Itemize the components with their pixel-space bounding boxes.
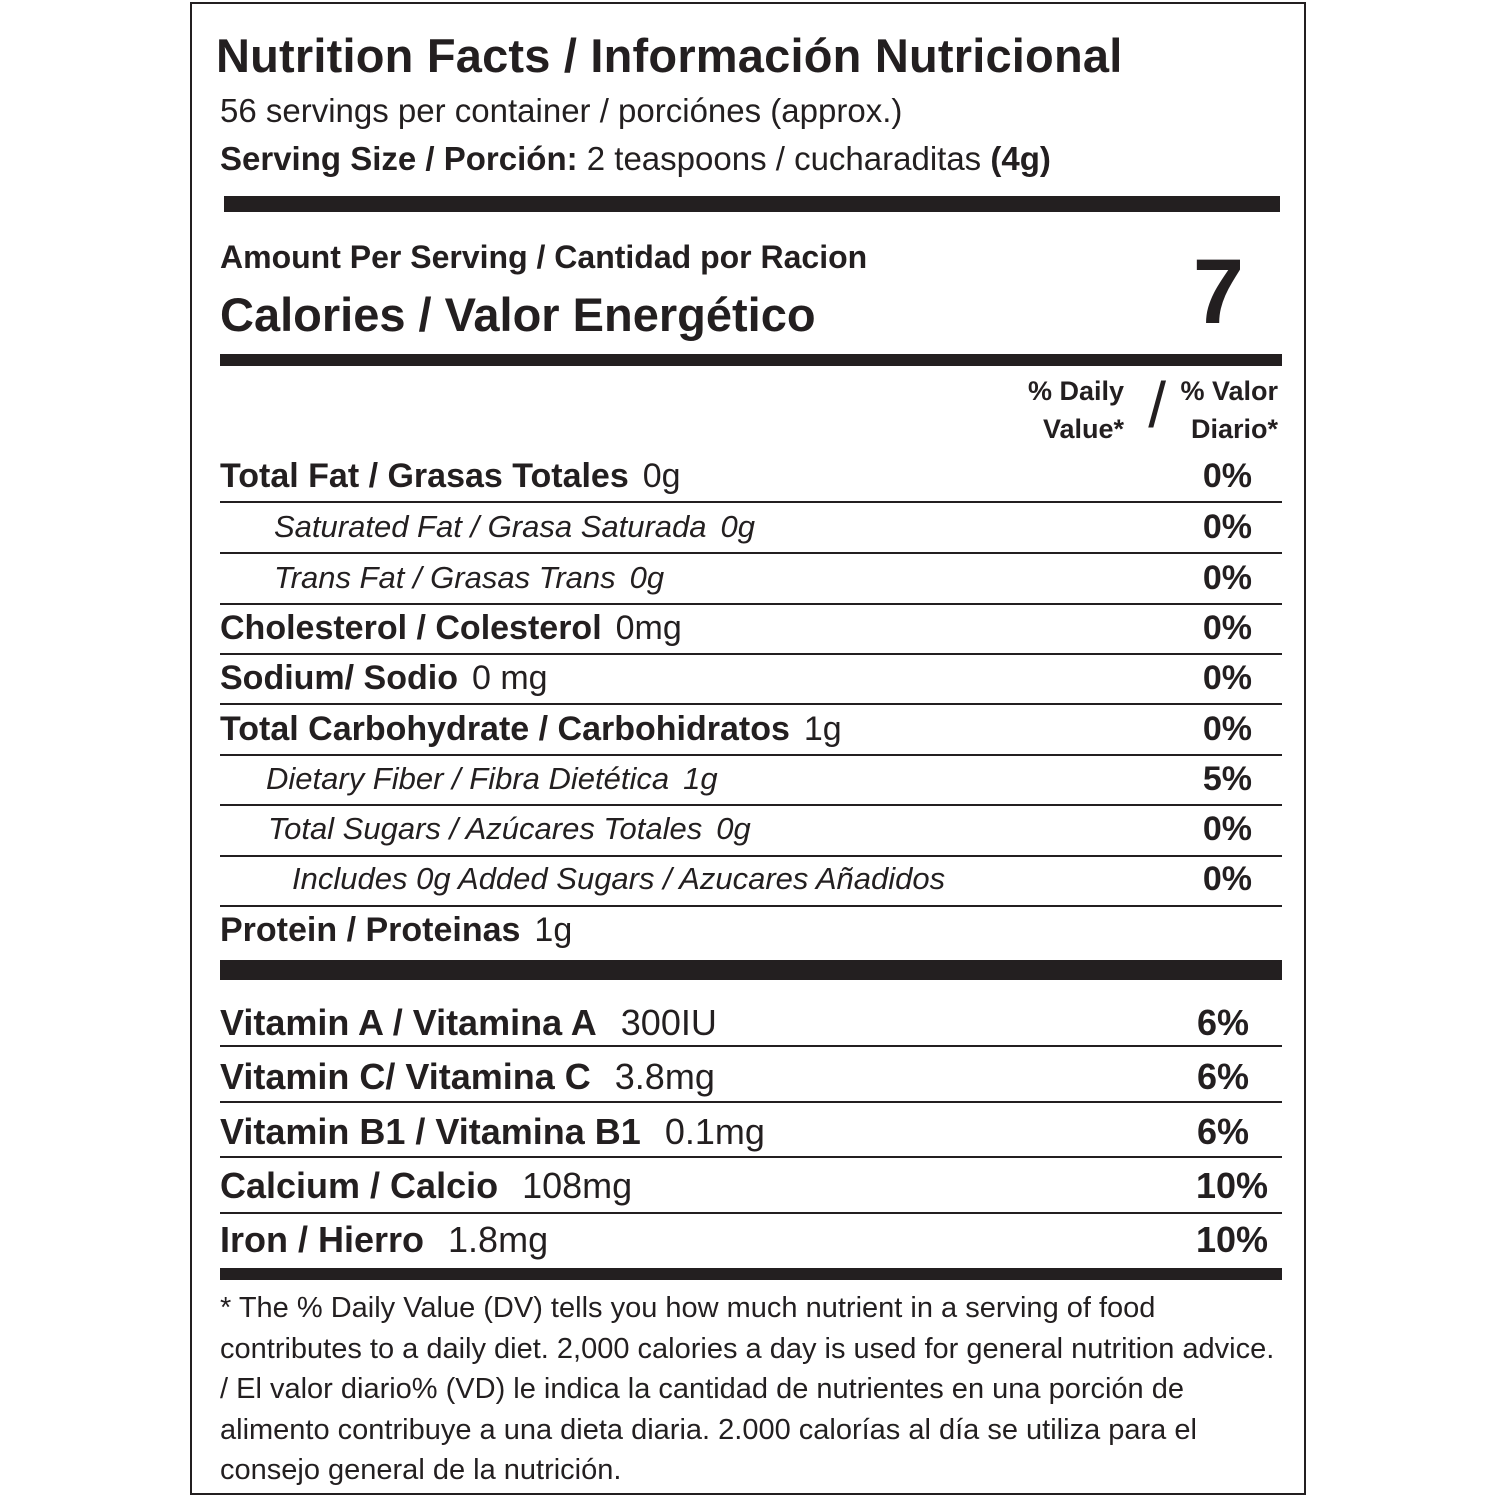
vitamin-amount: 300IU — [620, 1002, 717, 1043]
thick-divider — [220, 1268, 1282, 1280]
vitamin-dv: 10% — [1195, 1219, 1268, 1260]
nutrient-name: Dietary Fiber / Fibra Dietética — [266, 761, 670, 796]
nutrient-amount: 0g — [629, 560, 665, 595]
nutrient-row-added-sugars — [220, 856, 1282, 906]
vitamin-amount: 108mg — [522, 1165, 633, 1206]
nutrient-dv: 0% — [1202, 508, 1252, 546]
vitamin-name: Vitamin C/ Vitamina C — [220, 1056, 591, 1097]
row-divider — [220, 703, 1282, 705]
row-divider — [220, 1156, 1282, 1158]
nutrient-amount: 1g — [803, 710, 842, 748]
nutrient-row-sodium — [220, 655, 1282, 705]
nutrient-row-total-carbohydrate — [220, 706, 1282, 756]
nutrient-amount: 1g — [683, 761, 718, 796]
nutrient-row-total-fat — [220, 453, 1282, 503]
vitamin-dv: 6% — [1196, 1111, 1249, 1152]
nutrient-dv: 5% — [1202, 760, 1252, 798]
nutrient-amount: 1g — [534, 911, 573, 949]
daily-value-footnote: * The % Daily Value (DV) tells you how much nutrient in a serving of food contributes to a daily diet. 2,000 calories a day is used for general nutrition advice. / El valor diario% (VD) le indica la cantidad de nutrientes en una porción de alimento contribuye a una dieta diaria. 2.000 calorías al día se utiliza para el consejo general de la nutrición. — [220, 1292, 1275, 1486]
nutrient-amount: 0g — [716, 811, 751, 846]
calories-label: Calories / Valor Energético — [220, 288, 816, 341]
vitamin-amount: 0.1mg — [664, 1111, 765, 1152]
vitamin-dv: 10% — [1195, 1165, 1268, 1206]
vitamin-name: Vitamin B1 / Vitamina B1 — [220, 1111, 641, 1152]
nutrient-row-total-sugars — [220, 806, 1282, 856]
thick-divider — [220, 354, 1282, 366]
vitamin-amount: 1.8mg — [448, 1219, 549, 1260]
nutrient-dv: 0% — [1202, 559, 1252, 597]
nutrient-name: Trans Fat / Grasas Trans — [274, 560, 616, 595]
nutrient-dv: 0% — [1202, 659, 1252, 697]
serving-size-value: 2 teaspoons / cucharaditas — [586, 140, 982, 177]
vitamin-dv: 6% — [1196, 1056, 1249, 1097]
thick-divider — [224, 196, 1280, 212]
nutrient-name: Protein / Proteinas — [220, 911, 521, 949]
serving-size-grams: (4g) — [990, 140, 1051, 177]
row-divider — [220, 1045, 1282, 1047]
nutrient-row-trans-fat — [220, 555, 1282, 605]
nutrient-name: Includes 0g Added Sugars / Azucares Añadidos — [292, 861, 946, 896]
nutrient-name: Total Fat / Grasas Totales — [220, 457, 629, 495]
nutrient-row-saturated-fat — [220, 504, 1282, 554]
vitamin-amount: 3.8mg — [614, 1056, 715, 1097]
vitamin-name: Vitamin A / Vitamina A — [220, 1002, 597, 1043]
serving-size-label: Serving Size / Porción: — [220, 140, 578, 177]
row-divider — [220, 552, 1282, 554]
nutrient-amount: 0mg — [615, 609, 682, 647]
nutrient-dv: 0% — [1202, 710, 1252, 748]
nutrient-dv: 0% — [1202, 457, 1252, 495]
nutrient-dv: 0% — [1202, 860, 1252, 898]
nutrition-facts-label — [190, 2, 1306, 1495]
daily-value-header-en — [1028, 372, 1124, 448]
vitamin-dv: 6% — [1196, 1002, 1249, 1043]
thick-divider — [220, 960, 1282, 980]
nutrient-amount: 0 mg — [471, 659, 548, 697]
nutrient-dv: 0% — [1202, 810, 1252, 848]
dv-es-line2: Diario* — [1190, 414, 1278, 444]
vitamin-row-vitamin-b1 — [220, 1105, 1282, 1159]
calories-value: 7 — [1192, 241, 1244, 343]
vitamin-row-vitamin-c — [220, 1050, 1282, 1104]
dv-es-line1: % Valor — [1180, 376, 1278, 406]
nutrient-row-protein — [220, 907, 1282, 957]
vitamin-row-iron — [220, 1213, 1282, 1267]
daily-value-header-es — [1180, 372, 1278, 448]
dv-header-slash: / — [1148, 369, 1166, 441]
nutrient-name: Cholesterol / Colesterol — [220, 609, 602, 647]
serving-size — [220, 140, 1051, 178]
vitamin-name: Iron / Hierro — [220, 1219, 425, 1260]
nutrient-name: Total Carbohydrate / Carbohidratos — [220, 710, 790, 748]
nutrient-name: Sodium/ Sodio — [220, 659, 458, 697]
row-divider — [220, 501, 1282, 503]
nutrient-row-cholesterol — [220, 605, 1282, 655]
amount-per-serving: Amount Per Serving / Cantidad por Racion — [220, 239, 868, 275]
label-title: Nutrition Facts / Información Nutricional — [216, 29, 1123, 82]
nutrient-amount: 0g — [642, 457, 681, 495]
dv-en-line2: Value* — [1042, 414, 1124, 444]
dv-en-line1: % Daily — [1027, 376, 1124, 406]
vitamin-name: Calcium / Calcio — [220, 1165, 499, 1206]
nutrient-name: Total Sugars / Azúcares Totales — [268, 811, 703, 846]
vitamin-row-vitamin-a — [220, 996, 1282, 1050]
nutrient-row-dietary-fiber — [220, 756, 1282, 806]
servings-per-container: 56 servings per container / porciónes (approx.) — [220, 92, 903, 129]
nutrient-amount: 0g — [720, 509, 756, 544]
row-divider — [220, 1101, 1282, 1103]
vitamin-row-calcium — [220, 1159, 1282, 1213]
nutrient-name: Saturated Fat / Grasa Saturada — [274, 509, 707, 544]
nutrient-dv: 0% — [1202, 609, 1252, 647]
